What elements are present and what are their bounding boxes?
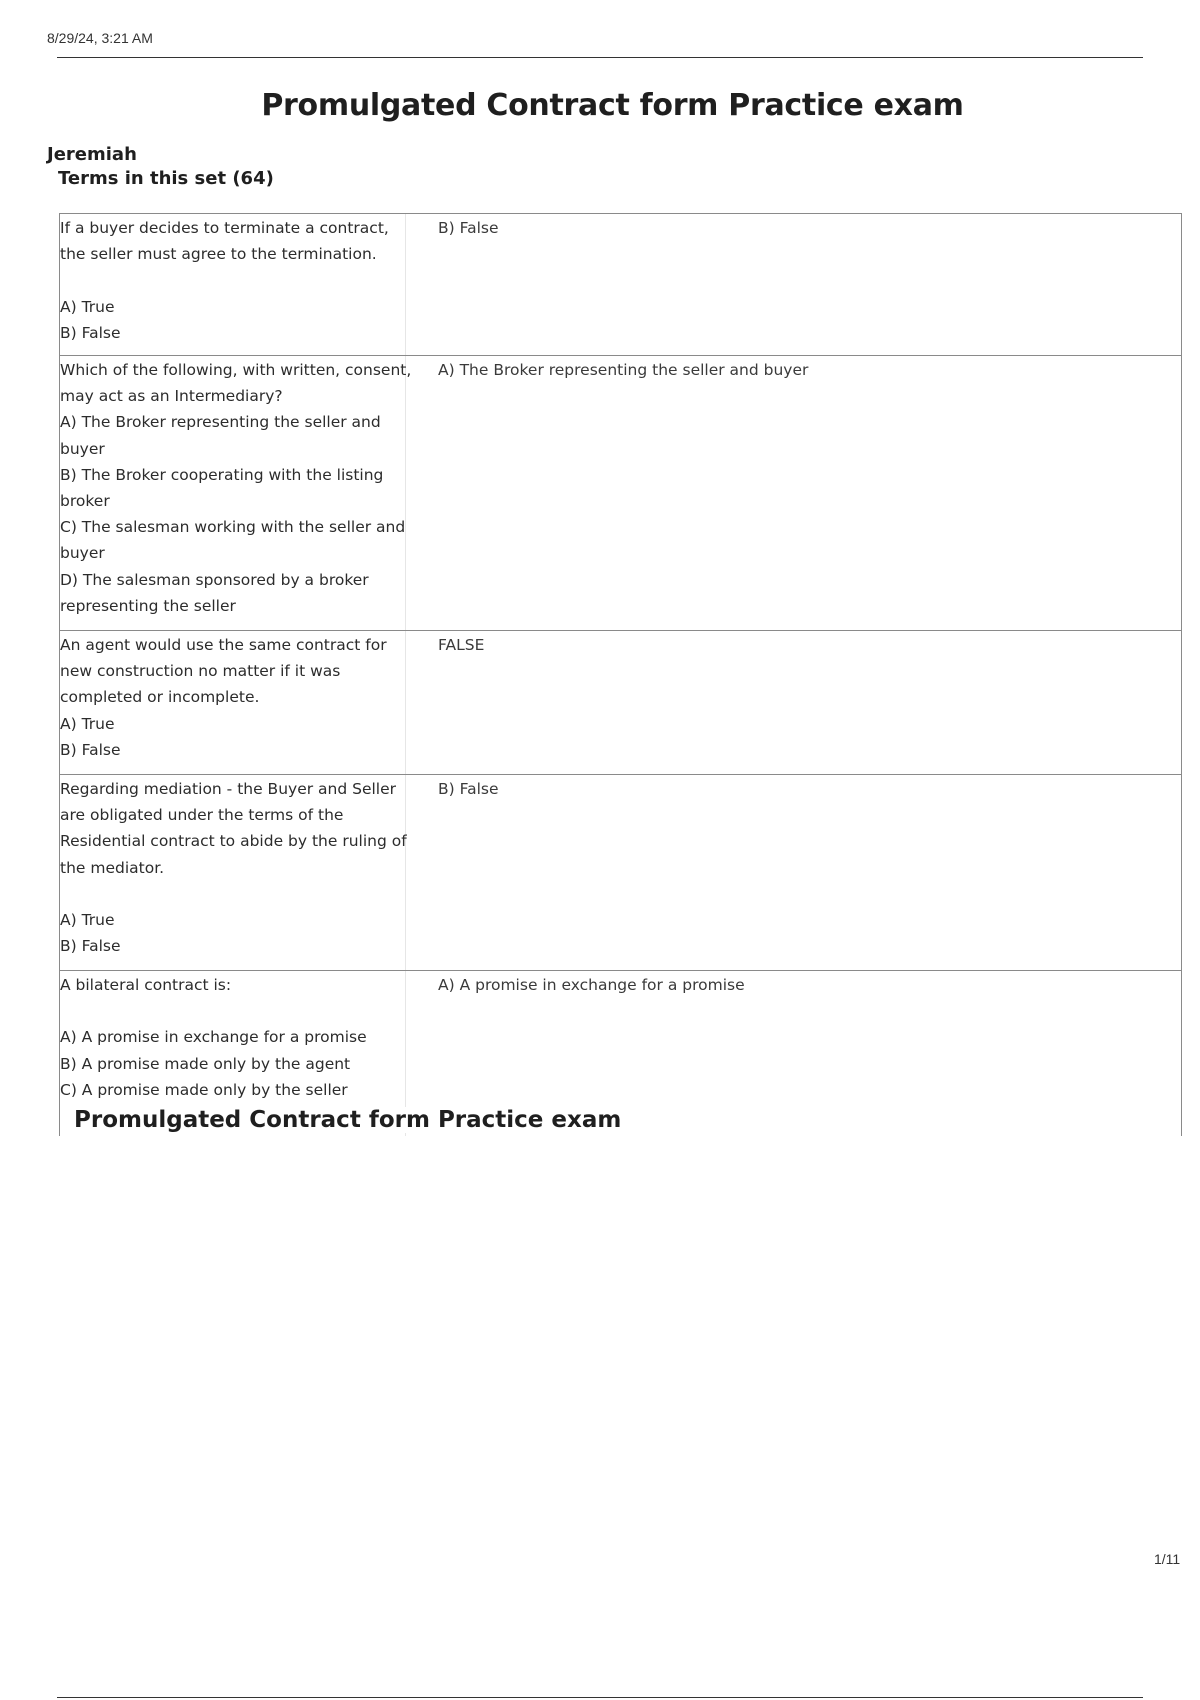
card-term (60, 775, 406, 970)
term-line: the mediator. (60, 858, 165, 877)
definition-text: B) False (438, 219, 499, 237)
term-line: B) False (60, 740, 121, 759)
term-line: completed or incomplete. (60, 688, 260, 707)
page-number: 1/11 (1154, 1551, 1181, 1567)
definition-text: A) The Broker representing the seller and buyer (438, 361, 809, 379)
card-definition (406, 356, 1181, 630)
card-definition (406, 214, 1181, 355)
author-name: Jeremiah (47, 144, 137, 165)
term-line: B) The Broker cooperating with the listing (60, 465, 384, 484)
top-rule (57, 57, 1143, 58)
term-line: A) True (60, 910, 115, 929)
terms-count: Terms in this set (64) (58, 168, 274, 189)
card-term (60, 631, 406, 774)
term-line: D) The salesman sponsored by a broker (60, 570, 369, 589)
term-line: buyer (60, 544, 105, 563)
card-term (60, 356, 412, 630)
term-line: Regarding mediation - the Buyer and Seller (60, 780, 397, 798)
term-line: the seller must agree to the termination. (60, 245, 377, 264)
card-row (60, 214, 1181, 356)
term-line: may act as an Intermediary? (60, 387, 283, 406)
term-line: A) True (60, 714, 115, 733)
term-line: broker (60, 491, 110, 510)
term-line: Residential contract to abide by the ruling of (60, 832, 407, 851)
card-table (59, 213, 1182, 1136)
card-definition (406, 775, 1181, 970)
term-line: A) A promise in exchange for a promise (60, 1028, 367, 1047)
card-definition (406, 631, 1181, 774)
definition-text: FALSE (438, 636, 485, 654)
term-line: B) A promise made only by the agent (60, 1054, 351, 1073)
page-title: Promulgated Contract form Practice exam (261, 88, 964, 123)
term-line: representing the seller (60, 596, 236, 615)
running-head: Promulgated Contract form Practice exam (74, 1107, 629, 1133)
term-line: new construction no matter if it was (60, 662, 341, 681)
term-line: C) A promise made only by the seller (60, 1080, 348, 1099)
term-line: A) True (60, 297, 115, 316)
term-line (60, 881, 405, 907)
term-line: Which of the following, with written, consent, (60, 361, 412, 379)
card-term (60, 214, 406, 355)
bottom-rule (57, 1697, 1143, 1698)
definition-text: B) False (438, 780, 499, 798)
term-line (60, 267, 405, 293)
term-line: An agent would use the same contract for (60, 636, 387, 654)
card-row (60, 356, 1181, 631)
card-row (60, 631, 1181, 775)
term-line: are obligated under the terms of the (60, 806, 344, 825)
term-line: A bilateral contract is: (60, 976, 232, 994)
term-line: If a buyer decides to terminate a contract, (60, 219, 389, 237)
term-line: B) False (60, 323, 121, 342)
definition-text: A) A promise in exchange for a promise (438, 976, 745, 994)
term-line: buyer (60, 439, 105, 458)
timestamp: 8/29/24, 3:21 AM (47, 30, 153, 46)
term-line (60, 998, 405, 1024)
term-line: B) False (60, 937, 121, 956)
term-line: A) The Broker representing the seller and (60, 413, 381, 432)
term-line: C) The salesman working with the seller and (60, 518, 406, 537)
card-row (60, 775, 1181, 971)
